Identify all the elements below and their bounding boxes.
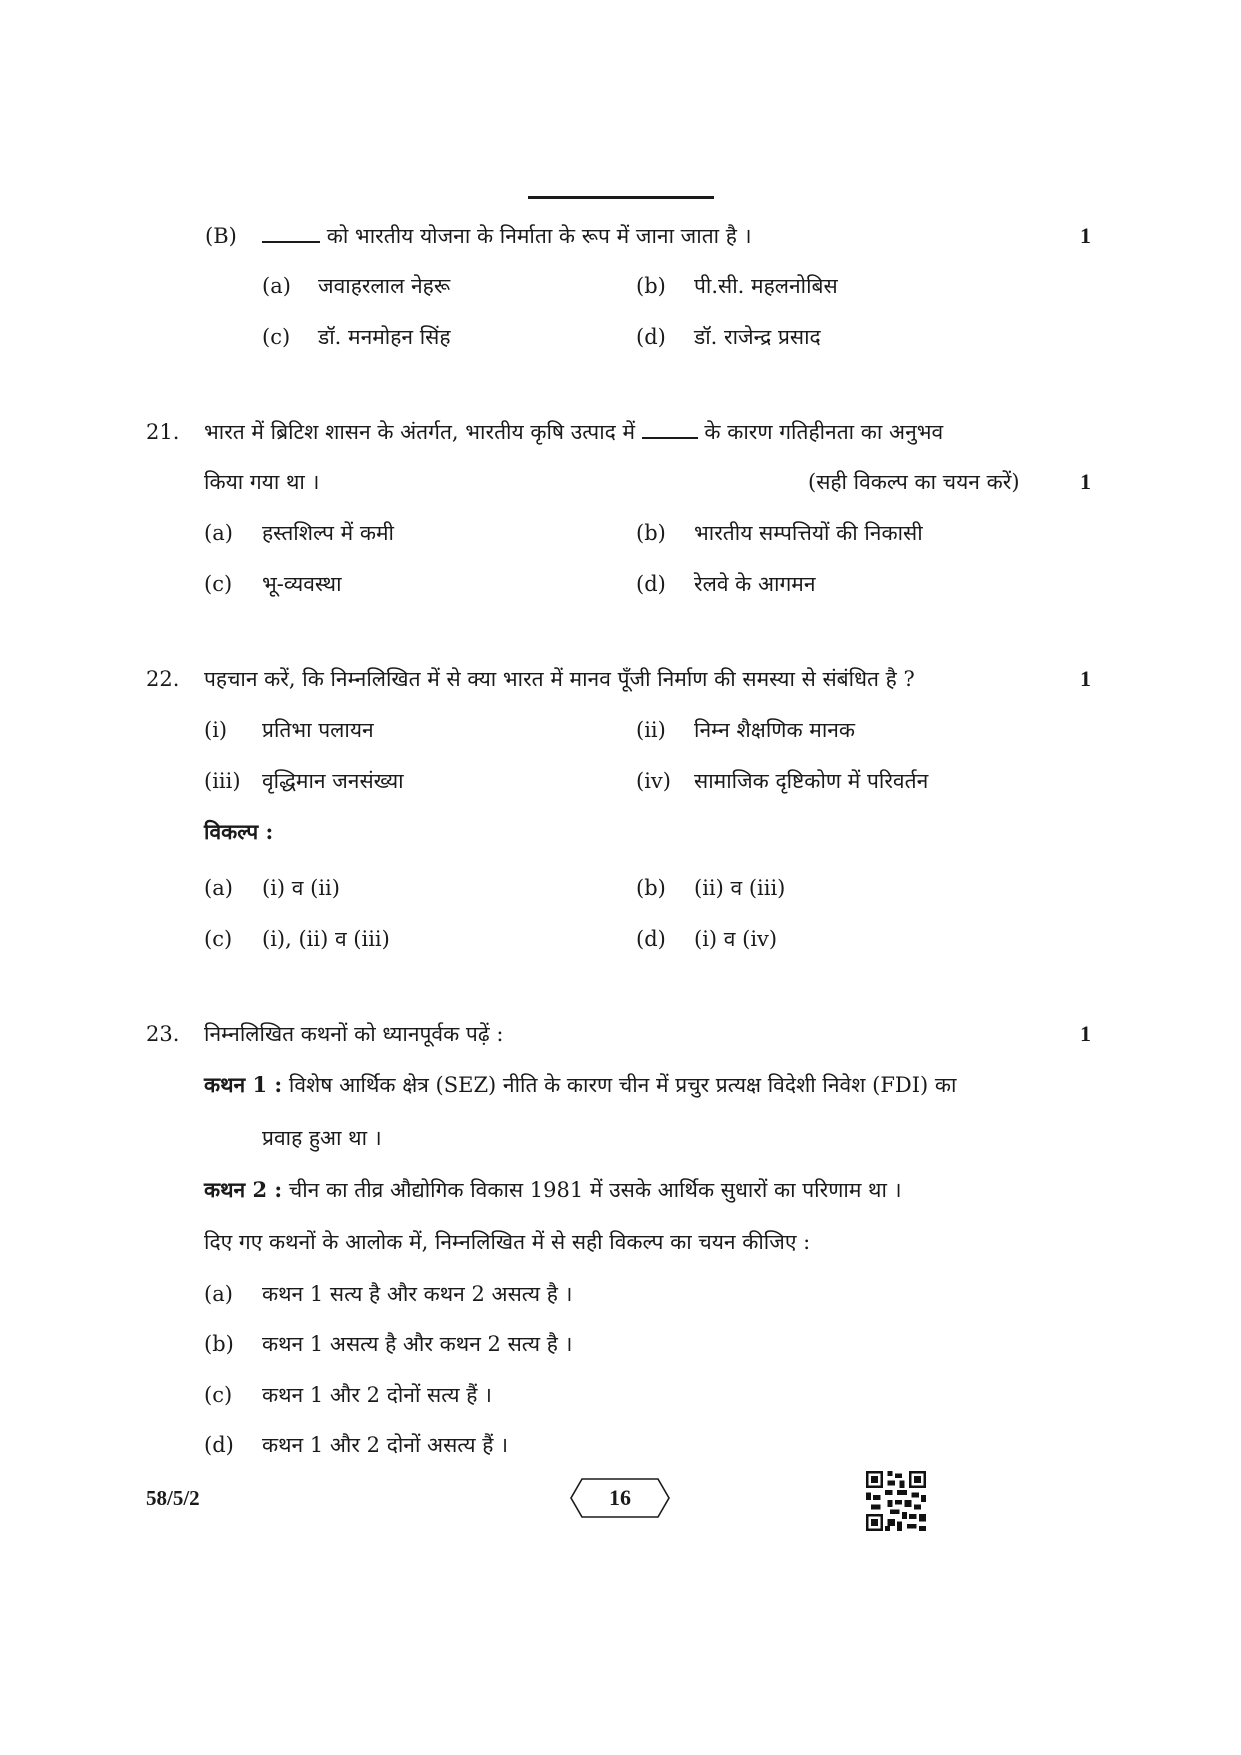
option-label: (b) <box>636 521 666 545</box>
question-text-part: भारत में ब्रिटिश शासन के अंतर्गत, भारतीय कृषि उत्पाद में <box>204 420 636 444</box>
question-number: 22. <box>146 667 180 691</box>
option-label: (a) <box>204 876 233 900</box>
option-label: (b) <box>204 1332 234 1356</box>
statement-1-text: विशेष आर्थिक क्षेत्र (SEZ) नीति के कारण चीन में प्रचुर प्रत्यक्ष विदेशी निवेश (FDI) का <box>288 1073 957 1097</box>
statement-2 <box>204 1176 902 1204</box>
item-label: (ii) <box>636 718 666 742</box>
marks: 1 <box>1080 1021 1091 1046</box>
question-text: पहचान करें, कि निम्नलिखित में से क्या भारत में मानव पूँजी निर्माण की समस्या से संबंधित है ? <box>204 667 915 691</box>
header-rule <box>528 196 714 199</box>
option-label: (d) <box>204 1433 234 1457</box>
option-text: (i) व (iv) <box>694 927 778 951</box>
option-text: भारतीय सम्पत्तियों की निकासी <box>694 521 923 545</box>
instruction: (सही विकल्प का चयन करें) <box>808 470 1020 494</box>
option-text: कथन 1 सत्य है और कथन 2 असत्य है । <box>262 1282 573 1306</box>
item-label: (iv) <box>636 769 671 793</box>
question-number: 23. <box>146 1022 180 1046</box>
option-text: भू-व्यवस्था <box>262 572 342 596</box>
item-label: (i) <box>204 718 228 742</box>
statement-1 <box>204 1071 956 1099</box>
option-label: (c) <box>204 572 233 596</box>
marks: 1 <box>1080 223 1091 248</box>
page-number: 16 <box>609 1485 631 1510</box>
item-text: निम्न शैक्षणिक मानक <box>694 718 856 742</box>
option-label: (b) <box>636 274 666 298</box>
fill-in-blank <box>642 419 698 439</box>
statement-1-continuation: प्रवाह हुआ था । <box>262 1126 382 1150</box>
option-text: डॉ. मनमोहन सिंह <box>318 325 451 349</box>
options-heading: विकल्प : <box>204 819 274 844</box>
statement-2-label: कथन 2 : <box>204 1177 283 1202</box>
option-text: कथन 1 असत्य है और कथन 2 सत्य है । <box>262 1332 573 1356</box>
option-label: (b) <box>636 876 666 900</box>
option-text: हस्तशिल्प में कमी <box>262 521 394 545</box>
fill-in-blank <box>262 223 320 243</box>
option-text: रेलवे के आगमन <box>694 572 816 596</box>
option-label: (a) <box>204 521 233 545</box>
option-label: (a) <box>204 1282 233 1306</box>
page-number-badge <box>570 1478 670 1518</box>
option-text: कथन 1 और 2 दोनों सत्य हैं । <box>262 1383 492 1407</box>
item-text: प्रतिभा पलायन <box>262 718 374 742</box>
qr-code-icon <box>866 1471 926 1531</box>
item-text: वृद्धिमान जनसंख्या <box>262 769 404 793</box>
instruction: दिए गए कथनों के आलोक में, निम्नलिखित में से सही विकल्प का चयन कीजिए : <box>204 1230 811 1254</box>
question-text-line2: किया गया था । <box>204 470 320 494</box>
option-text: (i), (ii) व (iii) <box>262 927 390 951</box>
paper-code: 58/5/2 <box>146 1486 200 1510</box>
marks: 1 <box>1080 666 1091 691</box>
question-label: (B) <box>205 224 237 248</box>
question-text-body: को भारतीय योजना के निर्माता के रूप में जाना जाता है । <box>326 224 752 248</box>
option-label: (a) <box>262 274 291 298</box>
option-label: (d) <box>636 572 666 596</box>
item-label: (iii) <box>204 769 241 793</box>
option-text: (i) व (ii) <box>262 876 340 900</box>
question-text-part: के कारण गतिहीनता का अनुभव <box>704 420 944 444</box>
option-text: जवाहरलाल नेहरू <box>318 274 451 298</box>
option-label: (d) <box>636 325 666 349</box>
option-label: (c) <box>262 325 291 349</box>
option-text: (ii) व (iii) <box>694 876 786 900</box>
statement-1-label: कथन 1 : <box>204 1072 283 1097</box>
statement-2-text: चीन का तीव्र औद्योगिक विकास 1981 में उसके आर्थिक सुधारों का परिणाम था । <box>288 1178 902 1202</box>
question-text: निम्नलिखित कथनों को ध्यानपूर्वक पढ़ें : <box>204 1022 504 1046</box>
marks: 1 <box>1080 469 1091 494</box>
option-text: डॉ. राजेन्द्र प्रसाद <box>694 325 821 349</box>
question-number: 21. <box>146 420 180 444</box>
option-label: (c) <box>204 927 233 951</box>
option-label: (d) <box>636 927 666 951</box>
option-text: कथन 1 और 2 दोनों असत्य हैं । <box>262 1433 509 1457</box>
option-label: (c) <box>204 1383 233 1407</box>
option-text: पी.सी. महलनोबिस <box>694 274 838 298</box>
item-text: सामाजिक दृष्टिकोण में परिवर्तन <box>694 769 929 793</box>
question-text <box>204 418 943 446</box>
question-text <box>262 222 752 250</box>
